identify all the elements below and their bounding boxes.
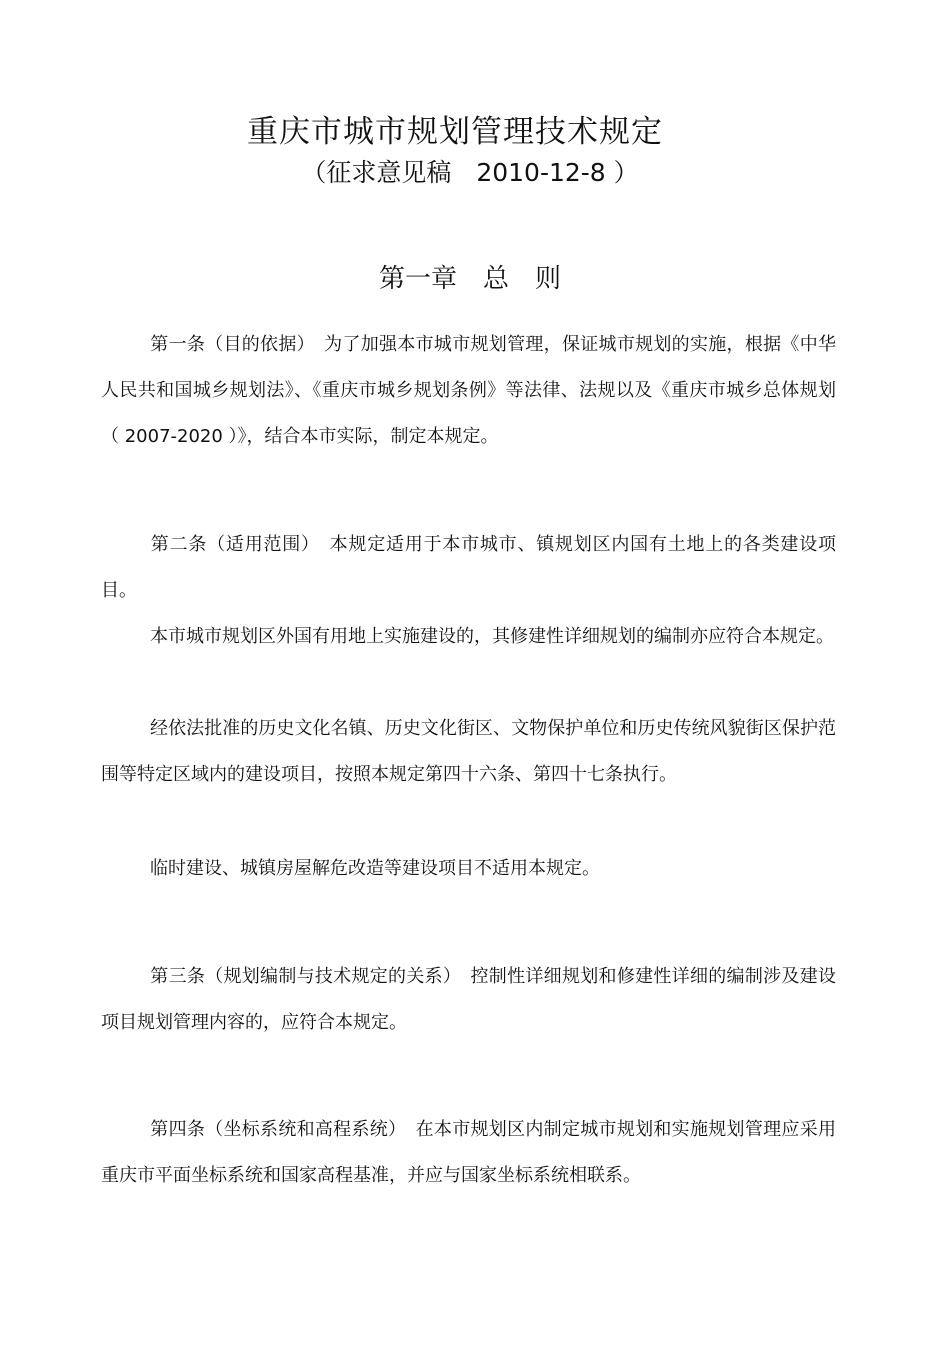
- article-2-paragraph: [101, 522, 836, 614]
- article-2-clause-3: [101, 706, 836, 798]
- article-4-paragraph: [101, 1107, 836, 1199]
- article-2-text: 第二条（适用范围） 本规定适用于本市城市、镇规划区内国有土地上的各类建设项目。: [101, 534, 836, 601]
- article-2-clause-2-text: 本市城市规划区外国有用地上实施建设的，其修建性详细规划的编制亦应符合本规定。: [150, 626, 834, 647]
- article-1-text: 第一条（目的依据） 为了加强本市城市规划管理，保证城市规划的实施，根据《中华人民共和国城乡规划法》、《重庆市城乡规划条例》等法律、法规以及《重庆市城乡总体规划（ 2007-2020 ）》，结合本市实际，制定本规定。: [101, 334, 836, 447]
- article-3-paragraph: [101, 954, 836, 1046]
- document-title: 重庆市城市规划管理技术规定: [247, 114, 663, 150]
- article-2-clause-4: [101, 846, 836, 892]
- article-2-clause-3-text: 经依法批准的历史文化名镇、历史文化街区、文物保护单位和历史传统风貌街区保护范围等特定区域内的建设项目，按照本规定第四十六条、第四十七条执行。: [101, 718, 836, 785]
- article-2-clause-2: [101, 614, 836, 660]
- article-1-paragraph: [101, 322, 836, 460]
- chapter-heading: 第一章 总 则: [378, 264, 561, 294]
- article-4-text: 第四条（坐标系统和高程系统） 在本市规划区内制定城市规划和实施规划管理应采用重庆市平面坐标系统和国家高程基准，并应与国家坐标系统相联系。: [101, 1119, 836, 1186]
- article-2-clause-4-text: 临时建设、城镇房屋解危改造等建设项目不适用本规定。: [150, 858, 600, 879]
- document-subtitle: （征求意见稿 2010-12-8 ）: [301, 158, 639, 187]
- article-3-text: 第三条（规划编制与技术规定的关系） 控制性详细规划和修建性详细的编制涉及建设项目规划管理内容的，应符合本规定。: [101, 966, 836, 1033]
